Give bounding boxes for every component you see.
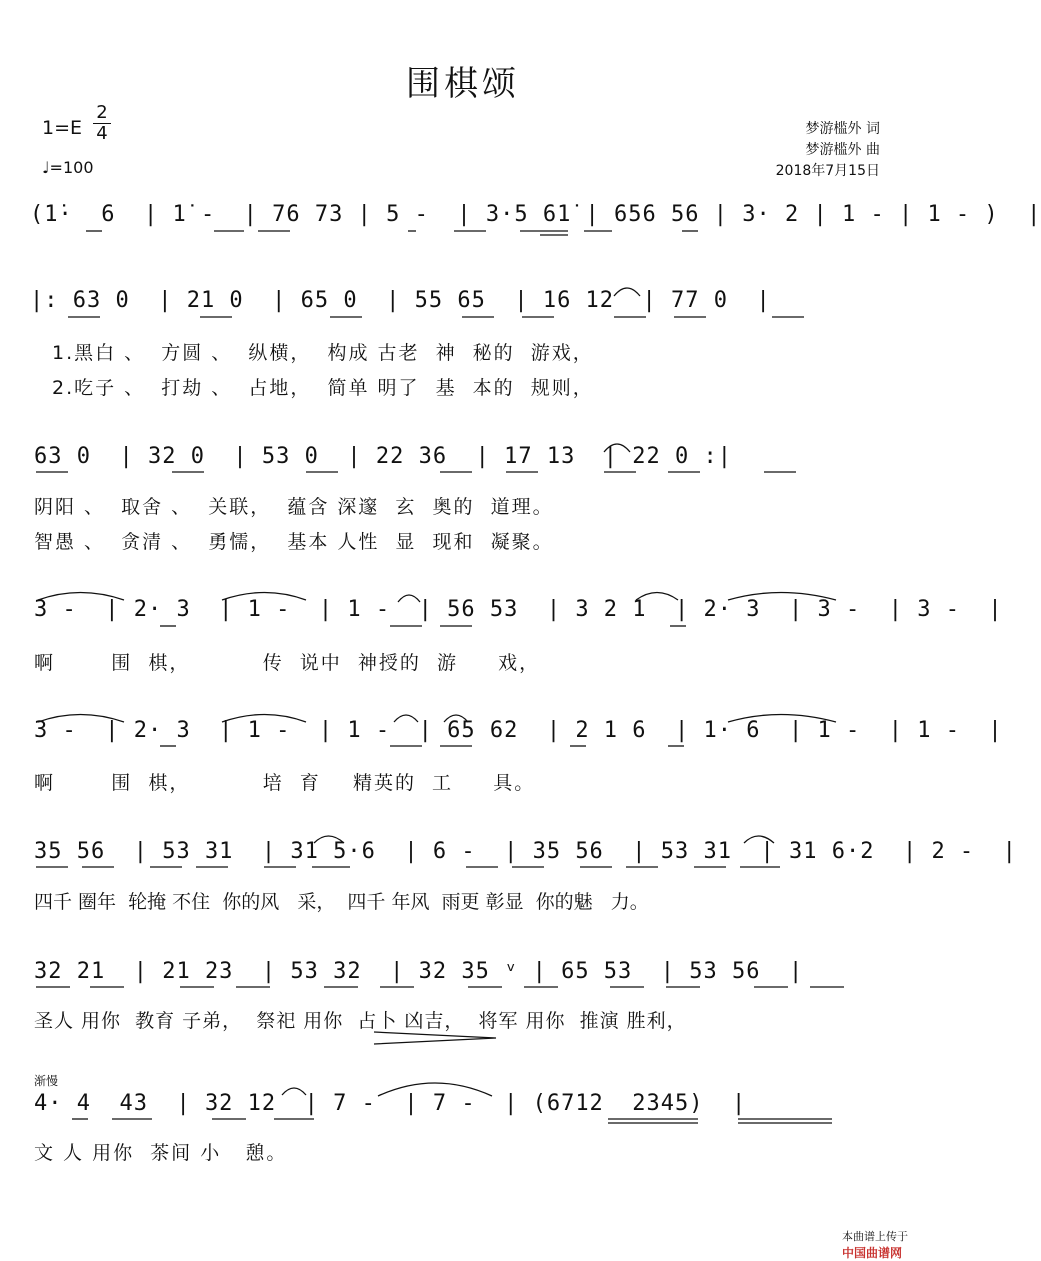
composer-credit: 梦游槛外 曲 [805,142,880,158]
slur [744,836,774,843]
slur [282,1088,306,1095]
slur [222,593,306,601]
lyric-line-3a: 阴阳 、 取舍 、 关联， 蕴含 深邃 玄 奥的 道理。 [34,496,554,518]
ritardando-mark: 渐慢 [34,1074,59,1088]
slur [38,715,124,723]
song-title: 围棋颂 [406,64,520,104]
notation-line-1: (1̇· 6 | 1̇ - | 76 73 | 5 - | 3·5 61̇ | 656 56 | 3· 2 | 1 - | 1 - ) | [30,202,1041,227]
lyric-line-3b: 智愚 、 贪清 、 勇懦， 基本 人性 显 现和 凝聚。 [34,531,554,553]
tempo-mark: ♩=100 [42,158,94,177]
slur [394,715,418,722]
notation-line-8: 4· 4 43 | 32 12 | 7 - | 7 - | (6712 2345) | [34,1091,747,1116]
slur [314,836,344,843]
notation-line-3: 63 0 | 32 0 | 53 0 | 22 36 | 17 13 | 22 0 :| [34,444,733,469]
slur [444,715,468,722]
site-logo[interactable]: 中国曲谱网 [842,1246,903,1260]
lyric-line-4: 啊 围 棋， 传 说中 神授的 游 戏， [34,652,541,674]
date-credit: 2018年7月15日 [775,163,880,179]
lyric-line-6: 四千 圈年 轮掩 不住 你的风 采， 四千 年风 雨更 彰显 你的魅 力。 [34,891,649,913]
lyric-line-7: 圣人 用你 教育 子弟， 祭祀 用你 占卜 凶吉， 将军 用你 推演 胜利， [34,1010,687,1032]
slur [728,593,836,601]
decrescendo-hairpin [374,1032,496,1044]
lyric-line-8: 文 人 用你 茶间 小 憩。 [34,1142,288,1164]
notation-line-6: 35 56 | 53 31 | 31 5·6 | 6 - | 35 56 | 53 31 | 31 6·2 | 2 - | [34,839,1017,864]
slur [614,288,640,296]
lyric-line-2a: 1.黑白 、 方圆 、 纵横， 构成 古老 神 秘的 游戏， [52,342,594,364]
slur [728,715,836,723]
notation-line-7: 32 21 | 21 23 | 53 32 | 32 35 ᵛ | 65 53 | 53 56 | [34,959,804,984]
notation-line-2: |: 63 0 | 21 0 | 65 0 | 55 65 | 16 12 | 77 0 | [30,288,771,313]
time-signature-top: 2 [96,102,108,123]
footer [835,1215,908,1261]
notation-line-5: 3 - | 2· 3 | 1 - | 1 - | 65 62 | 2 1 6 | 1· 6 | 1 - | 1 - | [34,718,1003,743]
slur [38,593,124,601]
slur [636,593,678,601]
notation-line-4: 3 - | 2· 3 | 1 - | 1 - | 56 53 | 3 2 1 | 2· 3 | 3 - | 3 - | [34,597,1003,622]
slur [222,715,306,723]
slur [604,444,630,452]
lyric-line-2b: 2.吃子 、 打劫 、 占地， 简单 明了 基 本的 规则， [52,377,594,399]
time-signature-bottom: 4 [93,123,111,144]
lyricist-credit: 梦游槛外 词 [805,121,880,137]
slur [378,1083,492,1096]
lyric-line-5: 啊 围 棋， 培 育 精英的 工 具。 [34,772,536,794]
footer-text: 本曲谱上传于 [842,1230,908,1243]
key-signature: 1=E [42,117,83,139]
slur [398,595,420,602]
